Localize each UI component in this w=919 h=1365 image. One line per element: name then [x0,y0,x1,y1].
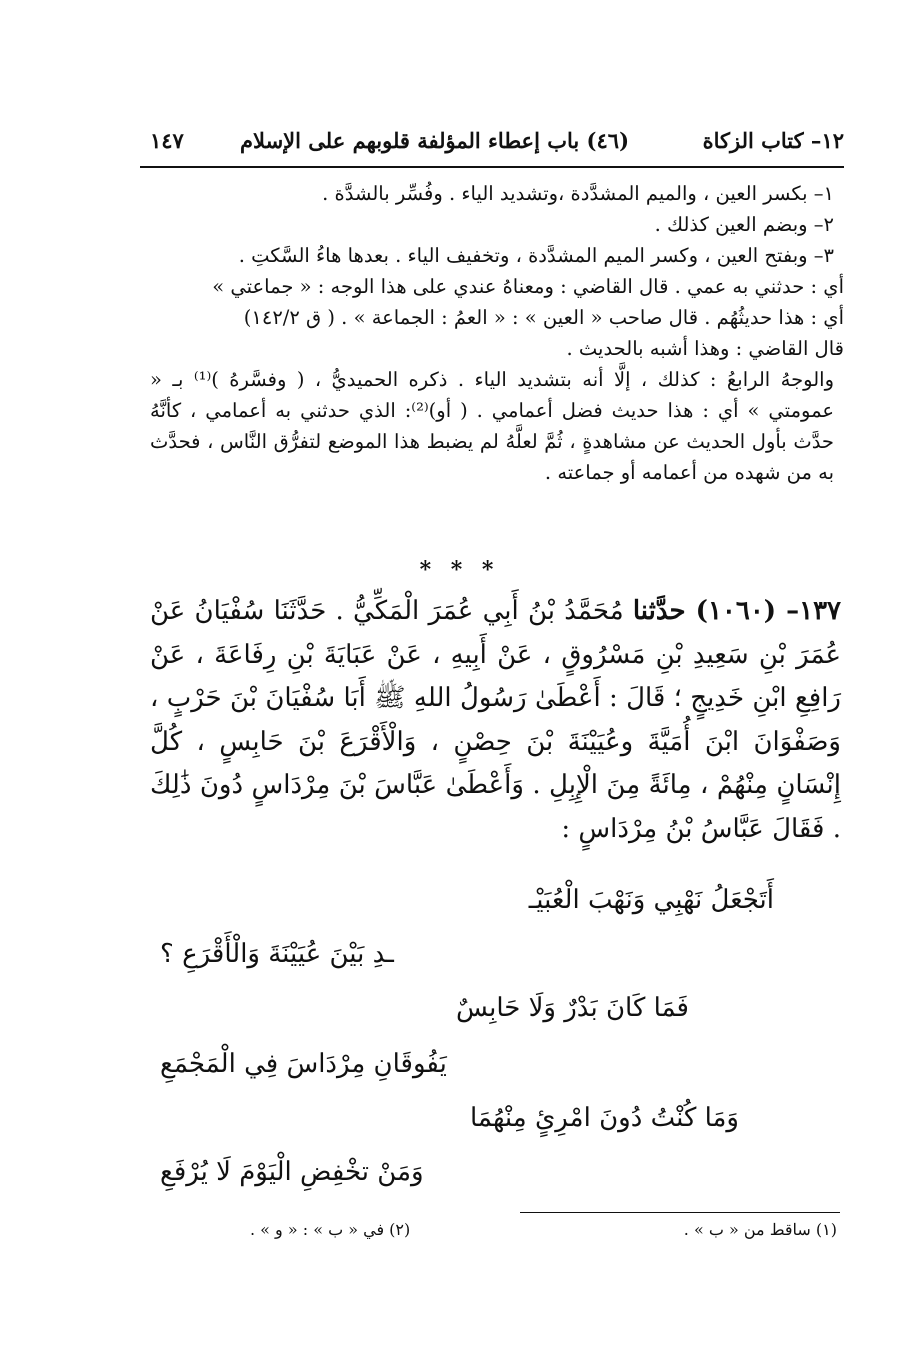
commentary-line: أي : هذا حديثُهُم . قال صاحب « العين » : « العمُ : الجماعة » . ( ق ١٤٢/٢) [243,306,844,329]
footnote-2: (٢) في « ب » : « و » . [250,1220,411,1239]
poem-line: فَمَا كَانَ بَدْرٌ وَلَا حَابِسٌ [455,993,689,1023]
footnote-1: (١) ساقط من « ب » . [683,1220,837,1239]
commentary-line: ١– بكسر العين ، والميم المشدَّدة ،وتشديد الياء . وفُسِّر بالشدَّة . [322,182,834,205]
section-separator: * * * [419,557,500,583]
poem-line: وَمَا كُنْتُ دُونَ امْرِئٍ مِنْهُمَا [469,1103,739,1133]
commentary-line: قال القاضي : وهذا أشبه بالحديث . [566,337,844,360]
hadith-number: ١٣٧– (١٠٦٠) حدَّثنا [632,596,842,626]
poem-line: يَفُوقَانِ مِرْدَاسَ فِي الْمَجْمَعِ [160,1049,447,1079]
poem-line: وَمَنْ تخْفِضِ الْيَوْمَ لَا يُرْفَعِ [160,1157,424,1187]
commentary-line: أي : حدثني به عمي . قال القاضي : ومعناهُ عندي على هذا الوجه : « جماعتي » [212,275,844,298]
page-header [140,128,844,162]
footnote-divider [520,1212,840,1213]
commentary-block [150,178,844,488]
poem-line: ـدِ بَيْنَ عُيَيْنَةَ وَالْأَقْرَعِ ؟ [160,939,394,969]
hadith-text [150,590,841,851]
page-number: ١٤٧ [150,128,184,153]
commentary-line: ٣– وبفتح العين ، وكسر الميم المشدَّدة ، وتخفيف الياء . بعدها هاءُ السَّكتِ . [238,244,834,267]
commentary-paragraph: والوجهُ الرابعُ : كذلك ، إلَّا أنه بتشديد الياء . ذكره الحميديُّ ، ( وفسَّرهُ )⁽¹⁾ بـ « عمومتي » أي : هذا حديث فضل أعمامي . ( أو)⁽²⁾: الذي حدثني به أعمامي ، كأنَّهُ حدَّث بأول الحديث عن مشاهدةٍ ، ثُمَّ لعلَّهُ لم يضبط هذا الموضع لتفرُّق النَّاس ، فحدَّث به من شهده من أعمامه أو جماعته . [150,368,834,484]
commentary-line: ٢– وبضم العين كذلك . [654,213,834,236]
section-title: (٤٦) باب إعطاء المؤلفة قلوبهم على الإسلام [240,128,629,153]
poem-line: أَتَجْعَلُ نَهْبِي وَنَهْبَ الْعُبَيْـ [528,885,774,915]
hadith-body: مُحَمَّدُ بْنُ أَبِي عُمَرَ الْمَكِّيُّ . حَدَّثَنَا سُفْيَانُ عَنْ عُمَرَ بْنِ سَعِيدِ بْنِ مَسْرُوقٍ ، عَنْ أَبِيهِ ، عَنْ عَبَايَةَ بْنِ رِفَاعَةَ ، عَنْ رَافِعِ ابْنِ خَدِيجٍ ؛ قَالَ : أَعْطَىٰ رَسُولُ اللهِ ﷺ أَبَا سُفْيَانَ بْنَ حَرْبٍ ، وَصَفْوَانَ ابْنَ أُمَيَّةَ وعُيَيْنَةَ بْنَ حِصْنٍ ، وَالْأَقْرَعَ بْنَ حَابِسٍ ، كُلَّ إِنْسَانٍ مِنْهُمْ ، مِائَةً مِنَ الْإِبِلِ . وَأَعْطَىٰ عَبَّاسَ بْنَ مِرْدَاسٍ دُونَ ذَٰلِكَ . فَقَالَ عَبَّاسُ بْنُ مِرْدَاسٍ : [150,596,841,844]
chapter-title: ١٢– كتاب الزكاة [702,128,844,153]
header-divider [140,166,844,168]
